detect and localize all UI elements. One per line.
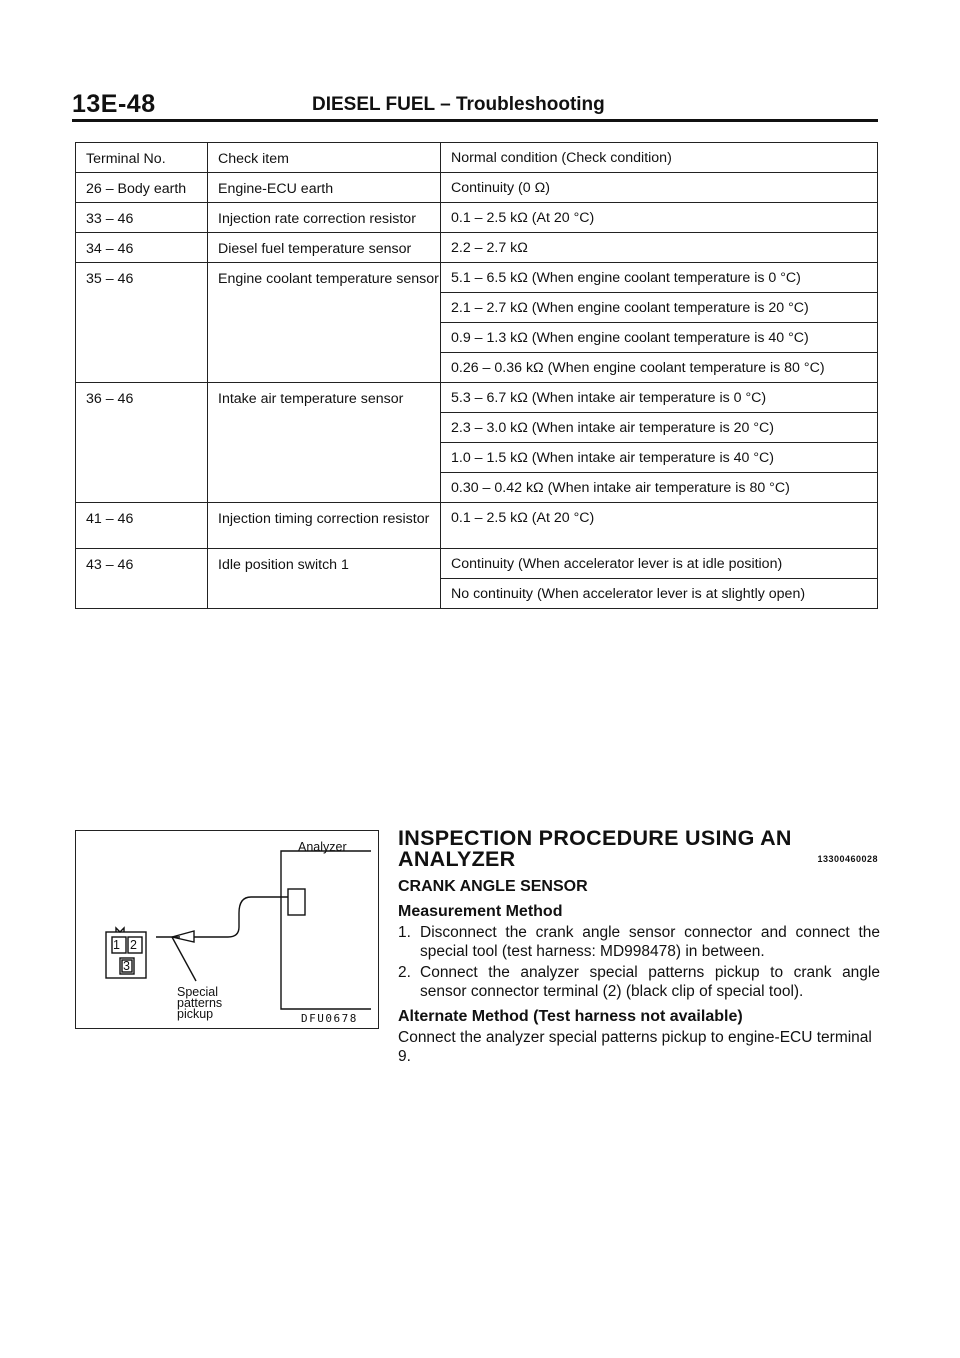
condition-cell: 1.0 – 1.5 kΩ (When intake air temperature is 40 °C) [441, 443, 878, 473]
table-row [76, 503, 878, 549]
header-check-item: Check item [208, 143, 441, 173]
reference-code: 13300460028 [817, 854, 878, 864]
header-terminal: Terminal No. [76, 143, 208, 173]
condition-cell: Continuity (0 Ω) [441, 173, 878, 203]
analyzer-socket [288, 889, 305, 915]
header-rule [72, 119, 878, 122]
condition-cell: 0.1 – 2.5 kΩ (At 20 °C) [441, 503, 878, 549]
condition-cell: 0.30 – 0.42 kΩ (When intake air temperature is 80 °C) [441, 473, 878, 503]
terminal-cell: 41 – 46 [76, 503, 208, 549]
table-row [76, 383, 878, 413]
terminal-cell: 35 – 46 [76, 263, 208, 383]
procedure-heading-line-1: INSPECTION PROCEDURE USING AN [398, 826, 792, 850]
pin-label-1: 1 [113, 938, 120, 952]
table-row [76, 233, 878, 263]
alternate-method-title: Alternate Method (Test harness not available) [398, 1008, 743, 1025]
terminal-cell: 43 – 46 [76, 549, 208, 609]
wiring-diagram [76, 831, 378, 1028]
table-row [76, 549, 878, 579]
page-title: DIESEL FUEL – Troubleshooting [312, 94, 605, 115]
procedure-heading-row [398, 849, 880, 871]
terminal-cell: 36 – 46 [76, 383, 208, 503]
procedure-step [398, 963, 880, 1001]
pickup-leader-line [172, 937, 196, 981]
condition-cell: 5.1 – 6.5 kΩ (When engine coolant temperature is 0 °C) [441, 263, 878, 293]
condition-cell: 2.3 – 3.0 kΩ (When intake air temperature is 20 °C) [441, 413, 878, 443]
page-header [72, 90, 878, 120]
analyzer-outline [281, 851, 371, 1009]
header-normal-condition: Normal condition (Check condition) [441, 143, 878, 173]
condition-cell: Continuity (When accelerator lever is at idle position) [441, 549, 878, 579]
procedure-step [398, 923, 880, 961]
terminal-cell: 34 – 46 [76, 233, 208, 263]
pickup-cable [194, 897, 288, 937]
procedure-heading-line-2: ANALYZER [398, 847, 516, 871]
analyzer-label: Analyzer [298, 840, 347, 854]
check-item-cell: Engine coolant temperature sensor [208, 263, 441, 383]
condition-cell: No continuity (When accelerator lever is at slightly open) [441, 579, 878, 609]
pickup-label-line-3: pickup [177, 1007, 214, 1021]
condition-cell: 2.1 – 2.7 kΩ (When engine coolant temperature is 20 °C) [441, 293, 878, 323]
pickup-label-line-1: Special [177, 985, 218, 999]
step-text: Disconnect the crank angle sensor connector and connect the special tool (test harness: MD998478) in between. [420, 924, 880, 960]
alternate-method-text: Connect the analyzer special patterns pickup to engine-ECU terminal 9. [398, 1029, 872, 1065]
pin-label-2: 2 [130, 938, 137, 952]
terminal-cell: 33 – 46 [76, 203, 208, 233]
condition-cell: 0.26 – 0.36 kΩ (When engine coolant temperature is 80 °C) [441, 353, 878, 383]
table-row [76, 173, 878, 203]
figure-code: DFU0678 [301, 1012, 358, 1025]
page-number: 13E-48 [72, 90, 156, 118]
analyzer-connection-figure [75, 830, 379, 1029]
check-item-cell: Injection timing correction resistor [208, 503, 441, 549]
check-item-cell: Idle position switch 1 [208, 549, 441, 609]
pin-label-3: 3 [123, 959, 130, 973]
table-header-row [76, 143, 878, 173]
condition-cell: 5.3 – 6.7 kΩ (When intake air temperature is 0 °C) [441, 383, 878, 413]
table-row [76, 263, 878, 293]
check-item-cell: Injection rate correction resistor [208, 203, 441, 233]
section-title: CRANK ANGLE SENSOR [398, 878, 588, 895]
check-item-cell: Diesel fuel temperature sensor [208, 233, 441, 263]
table-row [76, 203, 878, 233]
pickup-label-line-2: patterns [177, 996, 223, 1010]
condition-cell: 2.2 – 2.7 kΩ [441, 233, 878, 263]
step-text: Connect the analyzer special patterns pickup to crank angle sensor connector terminal (2) (black clip of special tool). [420, 964, 880, 1000]
check-item-cell: Engine-ECU earth [208, 173, 441, 203]
step-number: 2. [398, 964, 411, 981]
condition-cell: 0.1 – 2.5 kΩ (At 20 °C) [441, 203, 878, 233]
step-number: 1. [398, 924, 411, 941]
terminal-cell: 26 – Body earth [76, 173, 208, 203]
condition-cell: 0.9 – 1.3 kΩ (When engine coolant temperature is 40 °C) [441, 323, 878, 353]
terminal-check-table [75, 142, 878, 609]
method-title: Measurement Method [398, 903, 563, 920]
inspection-procedure [398, 828, 880, 1066]
check-item-cell: Intake air temperature sensor [208, 383, 441, 503]
